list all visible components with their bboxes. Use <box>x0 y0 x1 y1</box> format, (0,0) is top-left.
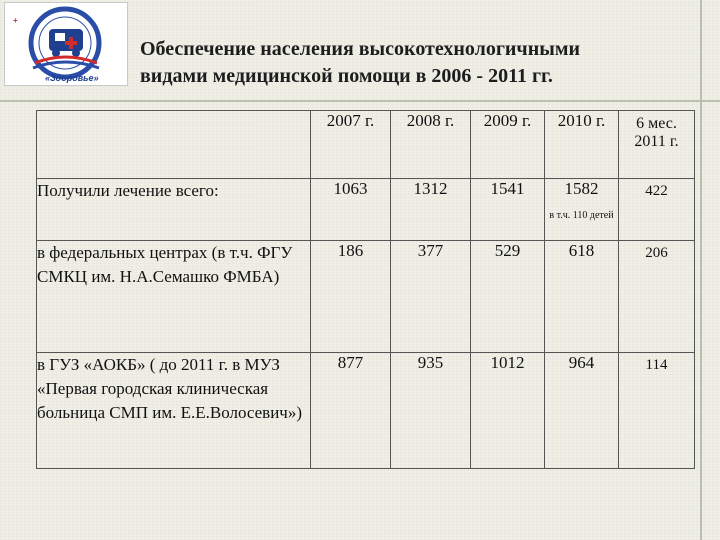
logo-caption: «Здоровье» <box>45 73 99 83</box>
cell-federal-2011: 206 <box>619 241 695 353</box>
frame-line-top <box>0 100 720 102</box>
table-row <box>37 241 695 353</box>
frame-line-right <box>700 0 702 540</box>
row-label-total: Получили лечение всего: <box>37 179 311 241</box>
header-6-months-2011: 6 мес. 2011 г. <box>619 111 695 179</box>
cell-total-2010-value: 1582 <box>564 179 599 198</box>
row-label-regional: в ГУЗ «АОКБ» ( до 2011 г. в МУЗ «Первая городская клиническая больница СМП им. Е.Е.Волосевич») <box>37 353 311 469</box>
cell-federal-2009: 529 <box>471 241 545 353</box>
row-label-federal: в федеральных центрах (в т.ч. ФГУ СМКЦ им. Н.А.Семашко ФМБА) <box>37 241 311 353</box>
header-2010: 2010 г. <box>545 111 619 179</box>
cell-total-2008: 1312 <box>391 179 471 241</box>
logo <box>4 2 128 86</box>
cell-regional-2009: 1012 <box>471 353 545 469</box>
cell-regional-2008: 935 <box>391 353 471 469</box>
data-table <box>36 110 695 469</box>
children-note: в т.ч. 110 детей <box>549 210 614 221</box>
svg-text:+: + <box>13 16 18 25</box>
page-title <box>140 36 700 90</box>
title-line-2: видами медицинской помощи в 2006 - 2011 гг. <box>140 65 553 87</box>
cell-total-2007: 1063 <box>311 179 391 241</box>
table-row <box>37 353 695 469</box>
cell-total-2010 <box>545 179 619 241</box>
cell-federal-2007: 186 <box>311 241 391 353</box>
header-2008: 2008 г. <box>391 111 471 179</box>
cell-federal-2010: 618 <box>545 241 619 353</box>
cell-total-2009: 1541 <box>471 179 545 241</box>
table-header-row <box>37 111 695 179</box>
header-empty-cell <box>37 111 311 179</box>
cell-regional-2007: 877 <box>311 353 391 469</box>
table-row <box>37 179 695 241</box>
cell-federal-2008: 377 <box>391 241 471 353</box>
header-2007: 2007 г. <box>311 111 391 179</box>
ambulance-icon <box>49 29 83 51</box>
cell-regional-2011: 114 <box>619 353 695 469</box>
title-line-1: Обеспечение населения высокотехнологичными <box>140 38 580 60</box>
cell-regional-2010: 964 <box>545 353 619 469</box>
cell-total-2011: 422 <box>619 179 695 241</box>
header-2009: 2009 г. <box>471 111 545 179</box>
